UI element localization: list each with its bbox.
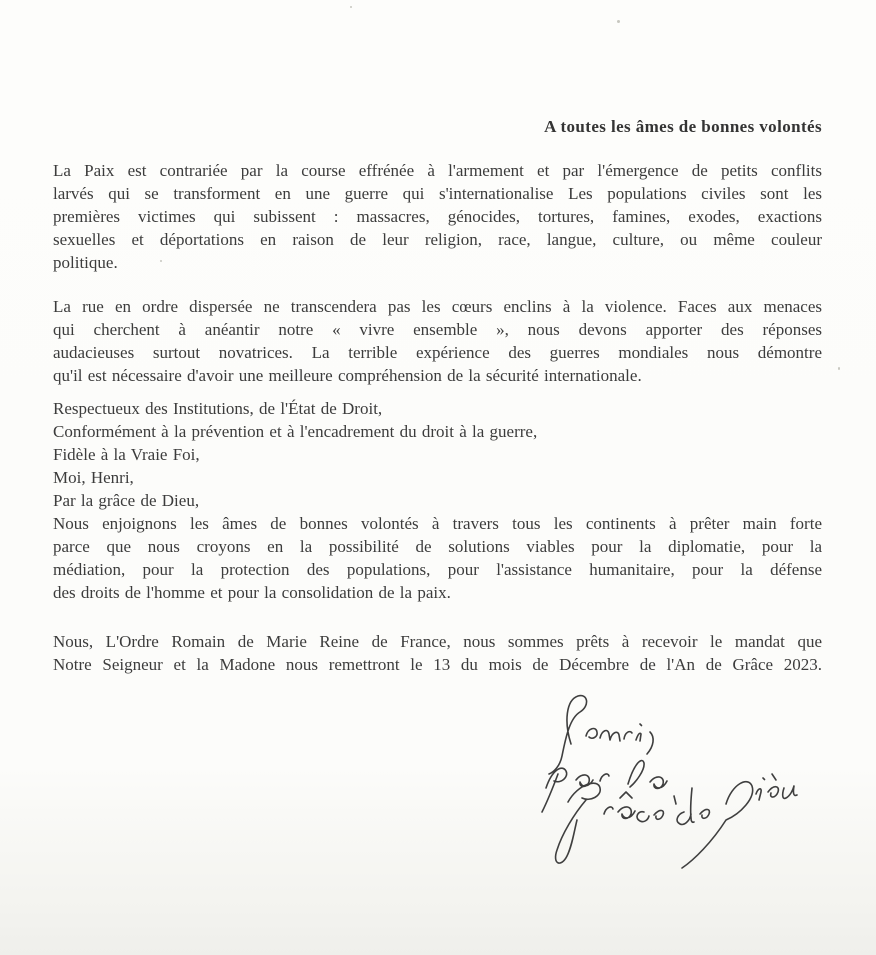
signature-stroke-grace-a: [618, 807, 635, 819]
text-line: des droits de l'homme et pour la consolidation de la paix.: [53, 583, 451, 602]
text-line: Par la grâce de Dieu,: [53, 491, 200, 510]
signature-stroke-dieu-u: [783, 786, 797, 798]
paragraph-litany: [53, 397, 822, 512]
text-line: politique.: [53, 253, 118, 272]
signature-drawing: [516, 684, 806, 884]
text-line: Nous, L'Ordre Romain de Marie Reine de France, nous sommes prêts à recevoir le mandat que: [53, 632, 822, 651]
text-line: Moi, Henri,: [53, 468, 134, 487]
signature-stroke-dieu-i-dot: [763, 778, 765, 780]
signature-stroke-henri-comma: [647, 732, 653, 754]
text-line: Nous enjoignons les âmes de bonnes volontés à travers tous les continents à prêter main forte: [53, 514, 822, 533]
signature-stroke-grace-g-tail: [556, 800, 586, 863]
signature-stroke-dieu-i: [756, 789, 761, 800]
signature-stroke-grace-r: [604, 807, 613, 814]
signature-stroke-de-e: [700, 809, 709, 818]
signature-stroke-par-r: [600, 774, 609, 781]
letter-body: [53, 159, 822, 676]
signature-stroke-de-d-stem: [691, 788, 694, 822]
signature-stroke-henri-i-dot: [640, 724, 642, 726]
text-line: sexuelles et déportations en raison de leur religion, race, langue, culture, ou même couleur: [53, 230, 822, 249]
signature-stroke-grace-circumflex: [620, 792, 632, 798]
text-line: La Paix est contrariée par la course effrénée à l'armement et par l'émergence de petits conflits: [53, 161, 822, 180]
text-line: Conformément à la prévention et à l'encadrement du droit à la guerre,: [53, 422, 538, 441]
text-line: Fidèle à la Vraie Foi,: [53, 445, 200, 464]
text-line: larvés qui se transforment en une guerre qui s'internationalise Les populations civiles sont les: [53, 184, 822, 203]
signature-stroke-grace-c: [637, 812, 649, 822]
paragraph-enjoin: [53, 512, 822, 604]
text-line: qu'il est nécessaire d'avoir une meilleure compréhension de la sécurité internationale.: [53, 366, 642, 385]
signature-stroke-henri-h: [549, 696, 587, 774]
text-line: Respectueux des Institutions, de l'État de Droit,: [53, 399, 383, 418]
text-line: Notre Seigneur et la Madone nous remettront le 13 du mois de Décembre de l'An de Grâce 2023.: [53, 655, 822, 674]
paragraph-order: [53, 295, 822, 387]
signature-stroke-henri-r: [624, 732, 632, 739]
signature-stroke-de-tick: [674, 796, 676, 804]
text-line: qui cherchent à anéantir notre « vivre ensemble », nous devons apporter des réponses: [53, 320, 822, 339]
signature-stroke-grace-e: [654, 810, 663, 819]
signature-stroke-la-a: [650, 777, 667, 789]
signature-stroke-henri-i: [636, 733, 641, 741]
signature-stroke-dieu-grave: [772, 774, 776, 780]
scan-speck: [350, 6, 352, 8]
signature-stroke-la-l: [628, 761, 644, 787]
scan-speck: [160, 260, 162, 262]
text-line: premières victimes qui subissent : massacres, génocides, tortures, famines, exodes, exactions: [53, 207, 822, 226]
signature-stroke-henri-e: [586, 729, 597, 739]
text-line: audacieuses surtout novatrices. La terrible expérience des guerres mondiales nous démontre: [53, 343, 822, 362]
salutation-line: A toutes les âmes de bonnes volontés: [544, 117, 822, 136]
paragraph-mandate: [53, 630, 822, 676]
signature-stroke-de-d-bowl: [677, 812, 691, 824]
scan-speck: [617, 20, 620, 23]
signature-stroke-dieu-d-sweep: [682, 782, 753, 868]
paragraph-peace: [53, 159, 822, 274]
signature-stroke-grace-g-top: [568, 783, 600, 802]
signature-stroke-henri-n: [600, 731, 620, 741]
handwritten-signature: [516, 684, 806, 884]
text-line: parce que nous croyons en la possibilité de solutions viables pour la diplomatie, pour la: [53, 537, 822, 556]
scan-speck: [838, 367, 840, 370]
signature-stroke-dieu-e: [768, 787, 778, 797]
text-line: La rue en ordre dispersée ne transcendera pas les cœurs enclins à la violence. Faces aux menaces: [53, 297, 822, 316]
text-line: médiation, pour la protection des populations, pour l'assistance humanitaire, pour la défense: [53, 560, 822, 579]
